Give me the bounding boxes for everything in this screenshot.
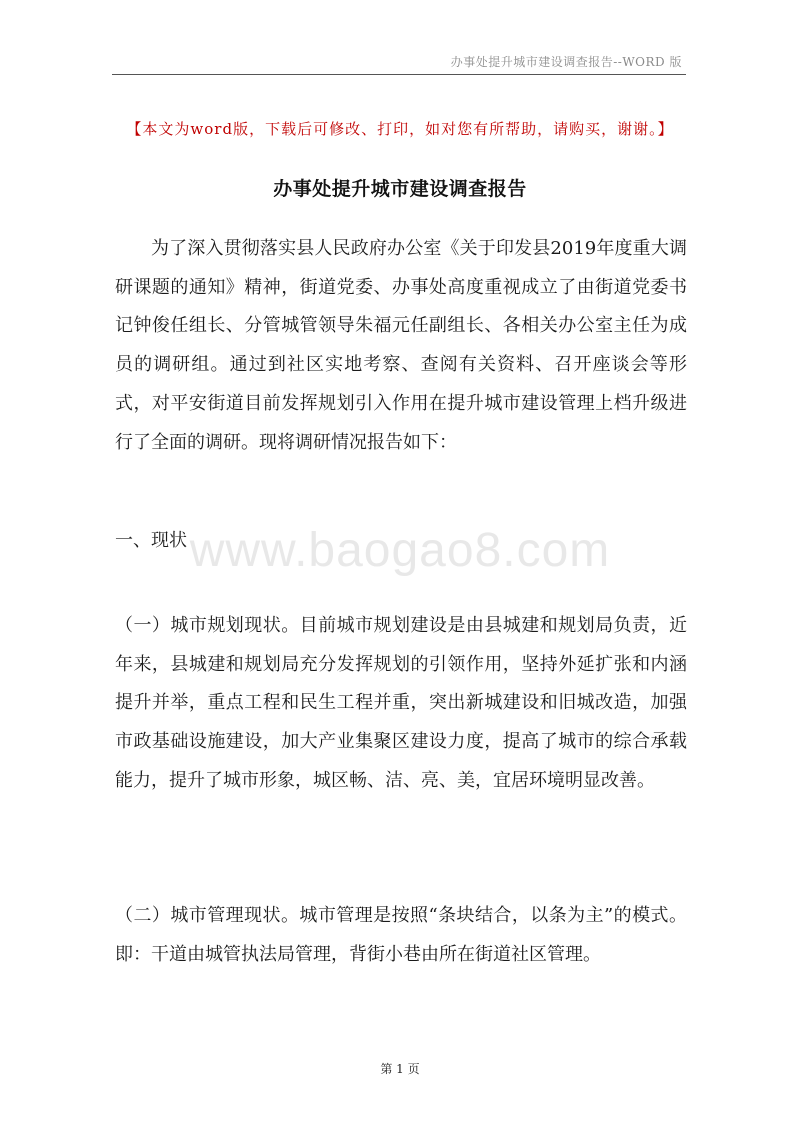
page-number: 第 1 页 [380,1062,420,1076]
subsection-urban-management: （二）城市管理现状。城市管理是按照“条块结合，以条为主”的模式。即：干道由城管执法局管理，背街小巷由所在街道社区管理。 [115,905,687,965]
header-divider [112,74,686,75]
site-watermark: www.baogao8.com [189,524,611,577]
running-header: 办事处提升城市建设调查报告--WORD 版 [450,55,682,69]
document-title: 办事处提升城市建设调查报告 [273,178,527,200]
purchase-notice: 【本文为word版，下载后可修改、打印，如对您有所帮助，请购买，谢谢。】 [126,120,674,138]
section-heading-status: 一、现状 [115,530,187,551]
subsection-urban-planning: （一）城市规划现状。目前城市规划建设是由县城建和规划局负责，近年来，县城建和规划局充分发挥规划的引领作用，坚持外延扩张和内涵提升并举，重点工程和民生工程并重，突出新城建设和旧城改造，加强市政基础设施建设，加大产业集聚区建设力度，提高了城市的综合承载能力，提升了城市形象，城区畅、洁、亮、美，宜居环境明显改善。 [115,615,687,791]
intro-paragraph: 为了深入贯彻落实县人民政府办公室《关于印发县2019年度重大调研课题的通知》精神，街道党委、办事处高度重视成立了由街道党委书记钟俊任组长、分管城管领导朱福元任副组长、各相关办公室主任为成员的调研组。通过到社区实地考察、查阅有关资料、召开座谈会等形式，对平安街道目前发挥规划引入作用在提升城市建设管理上档升级进行了全面的调研。现将调研情况报告如下： [115,238,687,453]
